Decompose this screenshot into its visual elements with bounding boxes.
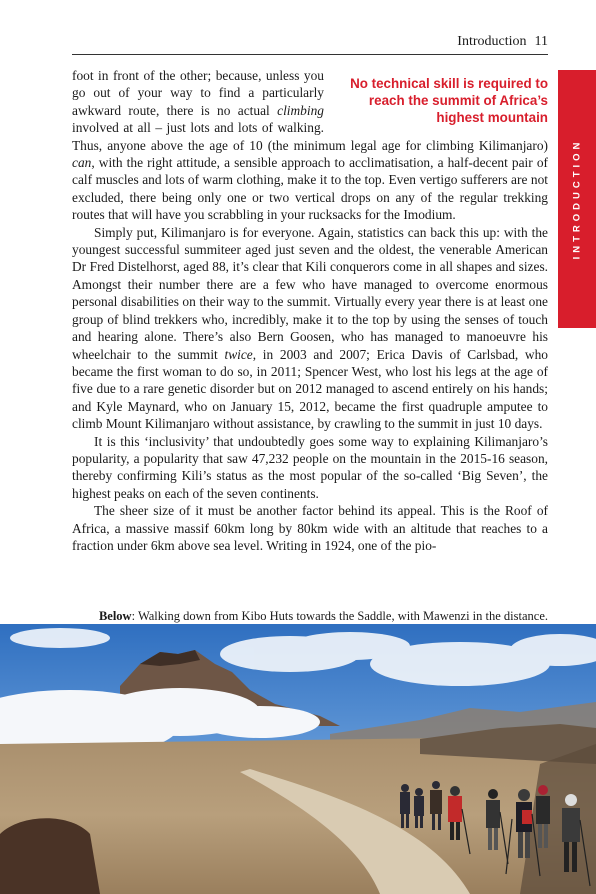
paragraph — [72, 224, 548, 433]
emphasis-text: climbing — [277, 102, 324, 118]
boulder — [0, 818, 100, 894]
caption-text: : Walking down from Kibo Huts towards the Saddle, with Mawenzi in the distance. — [131, 609, 548, 623]
text-run: involved at all – just lots and lots of walking. Thus, anyone above the age of 10 (the minimum legal age for climbing Kilimanjaro) — [72, 120, 548, 153]
photo-illustration — [0, 624, 596, 894]
running-head — [72, 34, 548, 55]
caption-lead: Below — [98, 609, 132, 623]
photo-caption — [72, 609, 548, 624]
text-run: , with the right attitude, a sensible approach to acclimatisation, a half-decent pair of calf muscles and lots of warm clothing, make it to the top. Even vertigo sufferers are not excluded, there being only one or two vertical drops on any of the regular trekking routes that will have you scrabbling in your rucksacks for the Imodium. — [72, 155, 548, 223]
text-run: , in 2003 and 2007; Erica Davis of Carlsbad, who became the first woman to do so, in 2011; Spencer West, who lost his legs at the age of five due to a rare genetic disorder but on 2012 managed to ascend entirely on his hands; and Kyle Maynard, who on January 15, 2012, became the first quadruple amputee to climb Mount Kilimanjaro without assistance, by crawling to the summit in just 10 days. — [72, 346, 548, 432]
section-title: Introduction — [457, 34, 527, 49]
paragraph — [72, 502, 548, 554]
emphasis-text: can — [72, 155, 92, 171]
emphasis-text: twice — [224, 346, 253, 362]
text-run: foot in front of the other; because, unless you go out of your way to find a particularly awkward route, there is no actual — [72, 68, 324, 118]
section-side-tab — [558, 70, 596, 328]
pull-quote: No technical skill is required to reach the summit of Africa’s highest mountain — [350, 76, 548, 125]
text-run: It is this ‘inclusivity’ that undoubtedly goes some way to explaining Kilimanjaro’s popularity, a popularity that saw 47,232 people on the mountain in the 2015-16 season, thereby confirming Kili’s status as the most popular of the so-called ‘Big Seven’, the highest peaks on each of the seven continents. — [72, 433, 548, 501]
paragraph — [72, 433, 548, 503]
text-run: The sheer size of it must be another factor behind its appeal. This is the Roof of Africa, a massive massif 60km long by 80km wide with an altitude that reaches to a fraction under 6km above sea level. Writing in 1924, one of the pio- — [72, 503, 548, 553]
page-number: 11 — [534, 34, 548, 49]
body-text — [72, 67, 548, 554]
landscape-photo — [0, 624, 596, 894]
text-run: Simply put, Kilimanjaro is for everyone. Again, statistics can back this up: with the youngest successful summiteer aged just seven and the oldest, the venerable American Dr Fred Distelhorst, aged 88, it’s clear that Kili conquerors come in all shapes and sizes. Amongst their number there are a few who have managed to overcome enormous personal disabilities on their way to the summit. Virtually every year there is at least one group of blind trekkers who, incredibly, make it to the top by using the senses of touch and hearing alone. There’s also Bern Goosen, who has managed to manoeuvre his wheelchair to the summit — [72, 224, 548, 362]
side-tab-label: INTRODUCTION — [571, 138, 583, 260]
